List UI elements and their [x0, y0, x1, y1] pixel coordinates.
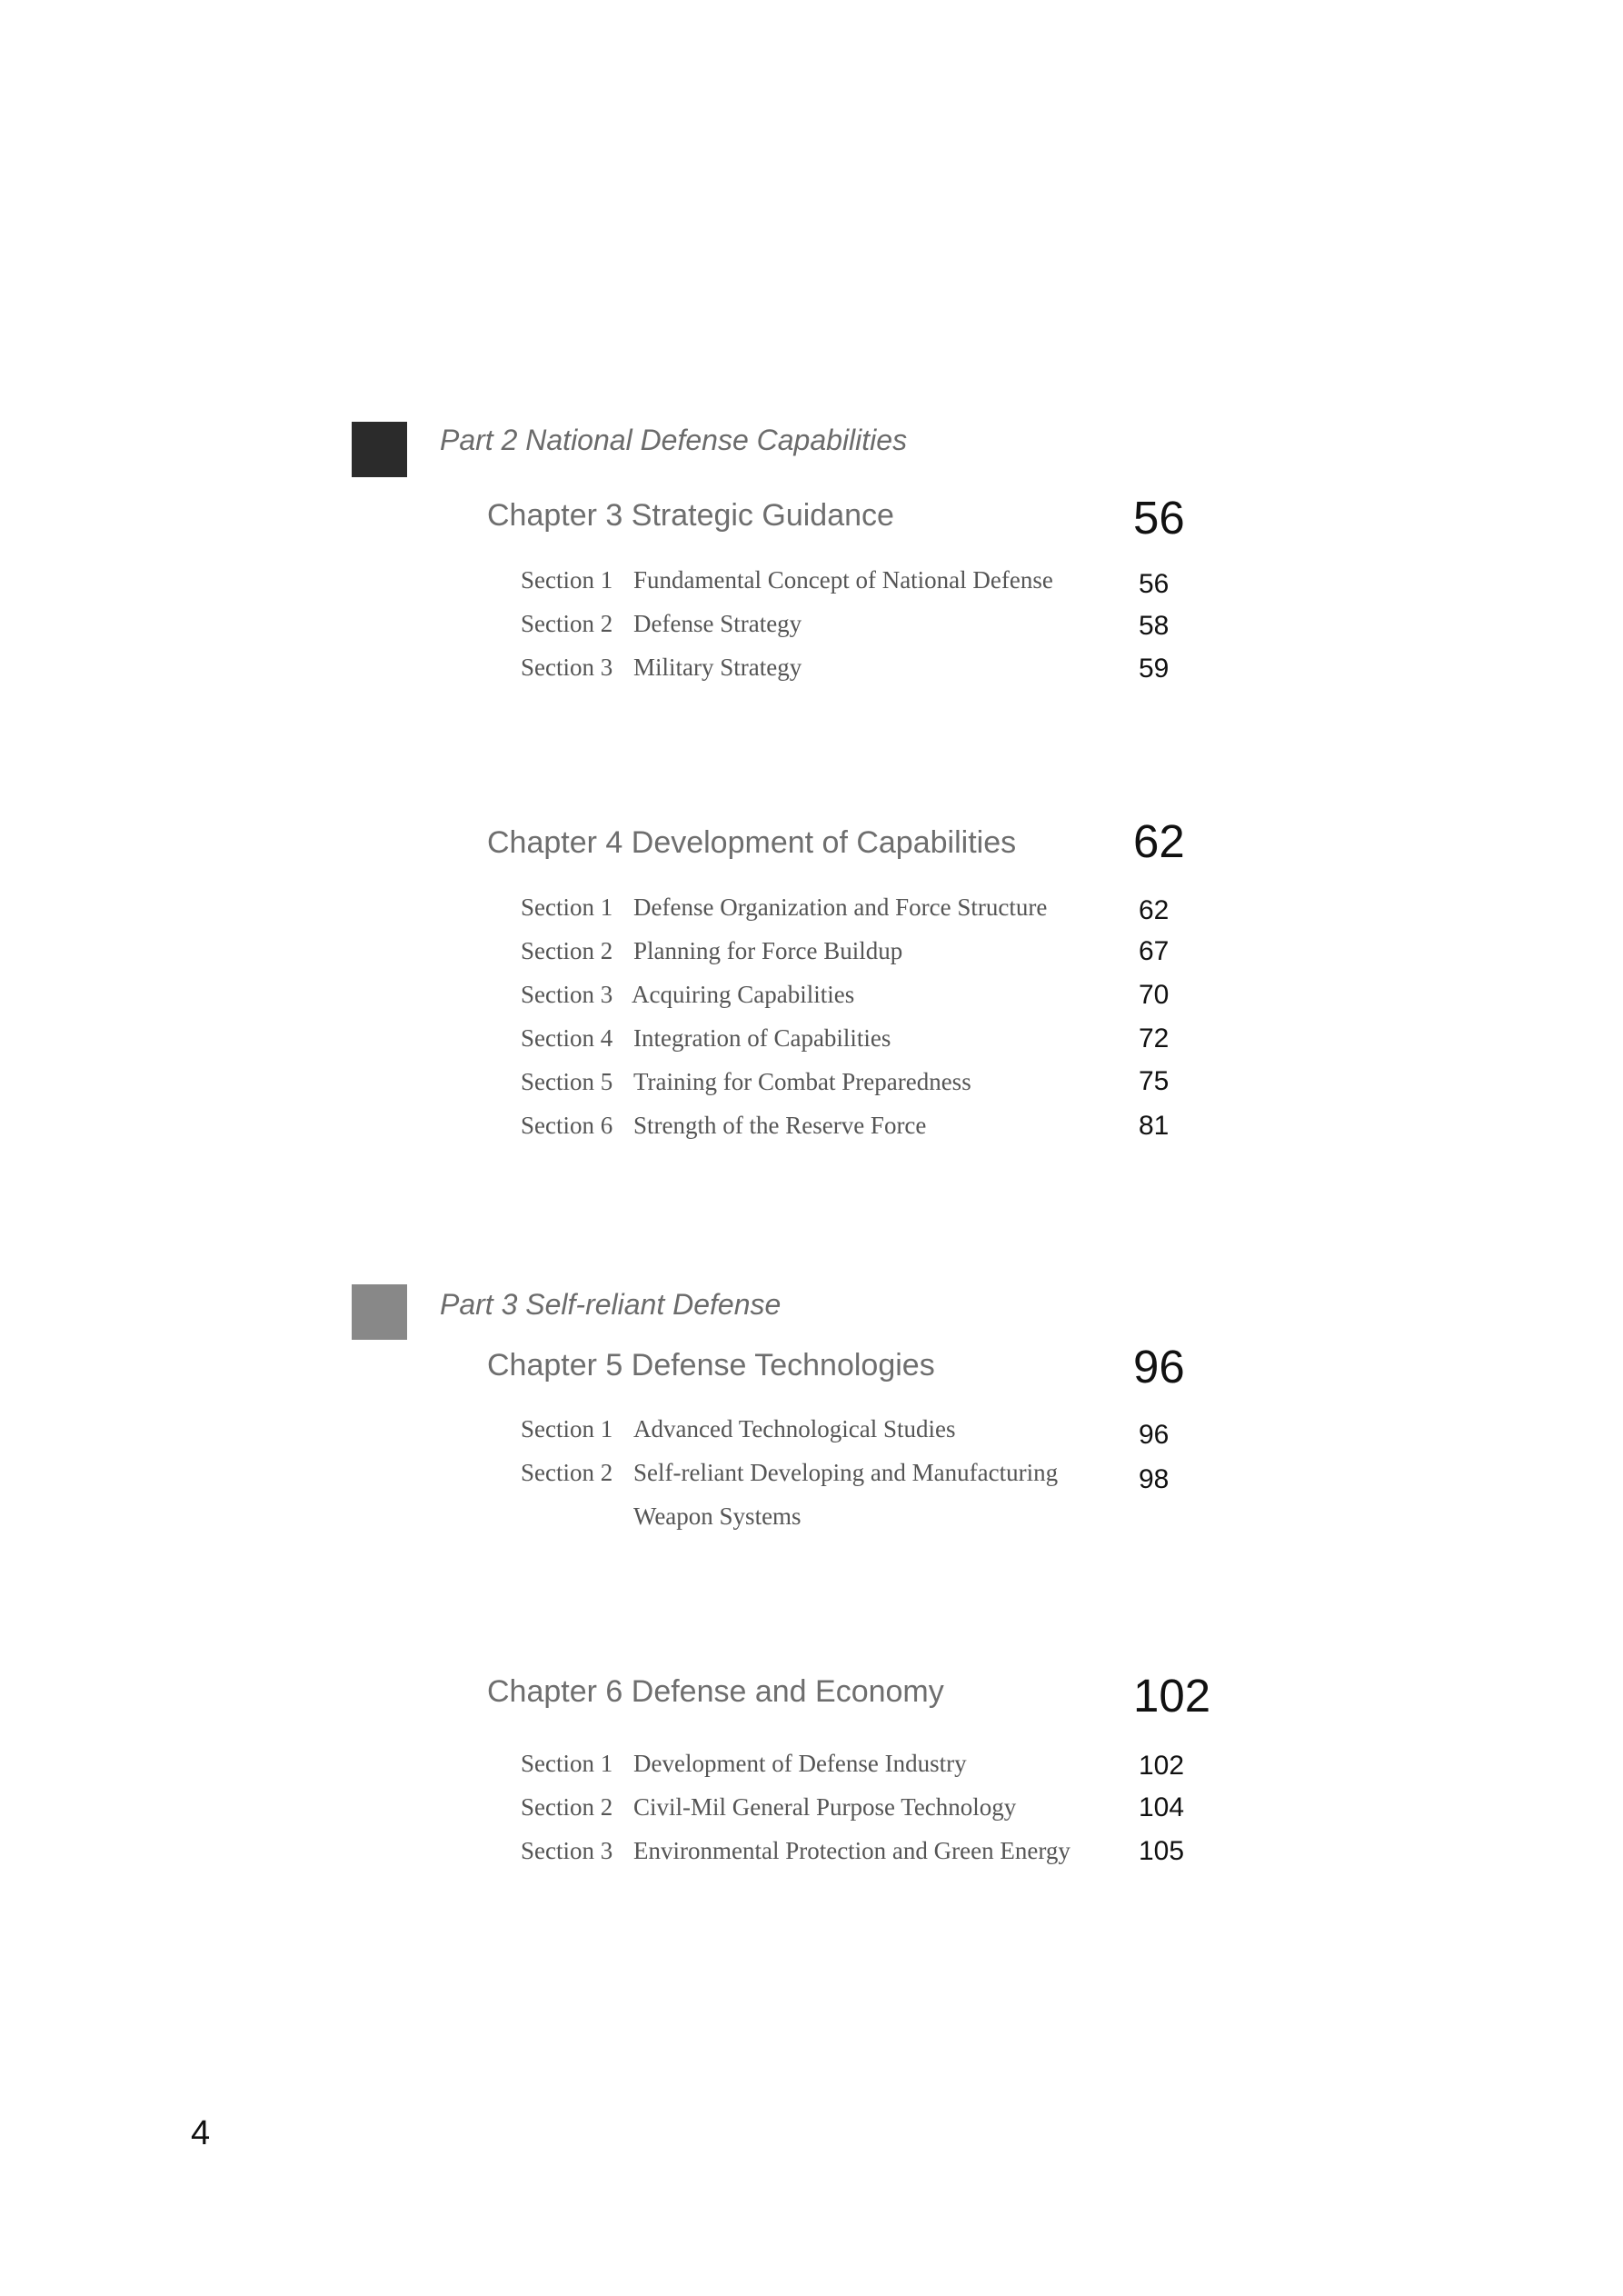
ch3-sec3-label: Section 3: [521, 654, 613, 681]
ch4-sec5-page: 75: [1139, 1066, 1170, 1096]
page-number: 4: [191, 2114, 211, 2152]
ch5-sec1-label: Section 1: [521, 1415, 613, 1442]
ch6-sec2-page: 104: [1139, 1792, 1185, 1822]
ch5-sec2-page: 98: [1139, 1464, 1170, 1494]
ch4-sec3-page: 70: [1139, 980, 1170, 1010]
part3-title: Part 3 Self-reliant Defense: [440, 1288, 782, 1321]
ch5-sec2-title: Self-reliant Developing and Manufacturing: [633, 1459, 1059, 1486]
ch3-sec3-title: Military Strategy: [633, 654, 802, 681]
ch4-sec6-title: Strength of the Reserve Force: [633, 1112, 927, 1139]
ch6-sec2-label: Section 2: [521, 1793, 613, 1821]
ch3-sec2-page: 58: [1139, 611, 1170, 641]
ch6-sec3-title: Environmental Protection and Green Energy: [633, 1837, 1070, 1864]
part2-title: Part 2 National Defense Capabilities: [440, 424, 908, 456]
chapter6-title: Chapter 6 Defense and Economy: [487, 1674, 944, 1709]
ch4-sec2-label: Section 2: [521, 937, 613, 964]
ch4-sec4-title: Integration of Capabilities: [633, 1024, 891, 1052]
ch4-sec3-title: Acquiring Capabilities: [632, 981, 855, 1008]
ch3-sec1-page: 56: [1139, 569, 1170, 599]
ch4-sec3-label: Section 3: [521, 981, 613, 1008]
ch4-sec1-title: Defense Organization and Force Structure: [633, 893, 1048, 921]
ch6-sec3-page: 105: [1139, 1836, 1185, 1866]
ch5-sec2-title-cont: Weapon Systems: [633, 1502, 802, 1530]
chapter5-page: 96: [1133, 1341, 1185, 1393]
ch3-sec2-label: Section 2: [521, 610, 613, 637]
chapter3-title: Chapter 3 Strategic Guidance: [487, 498, 894, 533]
ch4-sec4-page: 72: [1139, 1023, 1170, 1053]
part3-marker: [352, 1284, 407, 1340]
ch3-sec1-title: Fundamental Concept of National Defense: [633, 566, 1053, 594]
ch4-sec6-label: Section 6: [521, 1112, 613, 1139]
ch4-sec4-label: Section 4: [521, 1024, 613, 1052]
chapter4-page: 62: [1133, 815, 1185, 867]
chapter4-title: Chapter 4 Development of Capabilities: [487, 825, 1017, 860]
ch4-sec5-title: Training for Combat Preparedness: [633, 1068, 971, 1095]
chapter6-page: 102: [1133, 1670, 1211, 1722]
ch4-sec6-page: 81: [1139, 1111, 1170, 1141]
chapter3-page: 56: [1133, 492, 1185, 544]
ch4-sec1-label: Section 1: [521, 893, 613, 921]
ch3-sec3-page: 59: [1139, 654, 1170, 684]
ch6-sec2-title: Civil-Mil General Purpose Technology: [633, 1793, 1017, 1821]
ch6-sec1-page: 102: [1139, 1751, 1185, 1781]
ch4-sec5-label: Section 5: [521, 1068, 613, 1095]
ch6-sec3-label: Section 3: [521, 1837, 613, 1864]
ch6-sec1-label: Section 1: [521, 1750, 613, 1777]
ch3-sec2-title: Defense Strategy: [633, 610, 802, 637]
ch6-sec1-title: Development of Defense Industry: [633, 1750, 967, 1777]
ch4-sec1-page: 62: [1139, 895, 1170, 925]
ch5-sec2-label: Section 2: [521, 1459, 613, 1486]
ch4-sec2-page: 67: [1139, 936, 1170, 966]
ch3-sec1-label: Section 1: [521, 566, 613, 594]
part2-marker: [352, 422, 407, 477]
ch4-sec2-title: Planning for Force Buildup: [633, 937, 903, 964]
ch5-sec1-title: Advanced Technological Studies: [633, 1415, 956, 1442]
ch5-sec1-page: 96: [1139, 1420, 1170, 1450]
chapter5-title: Chapter 5 Defense Technologies: [487, 1348, 935, 1383]
